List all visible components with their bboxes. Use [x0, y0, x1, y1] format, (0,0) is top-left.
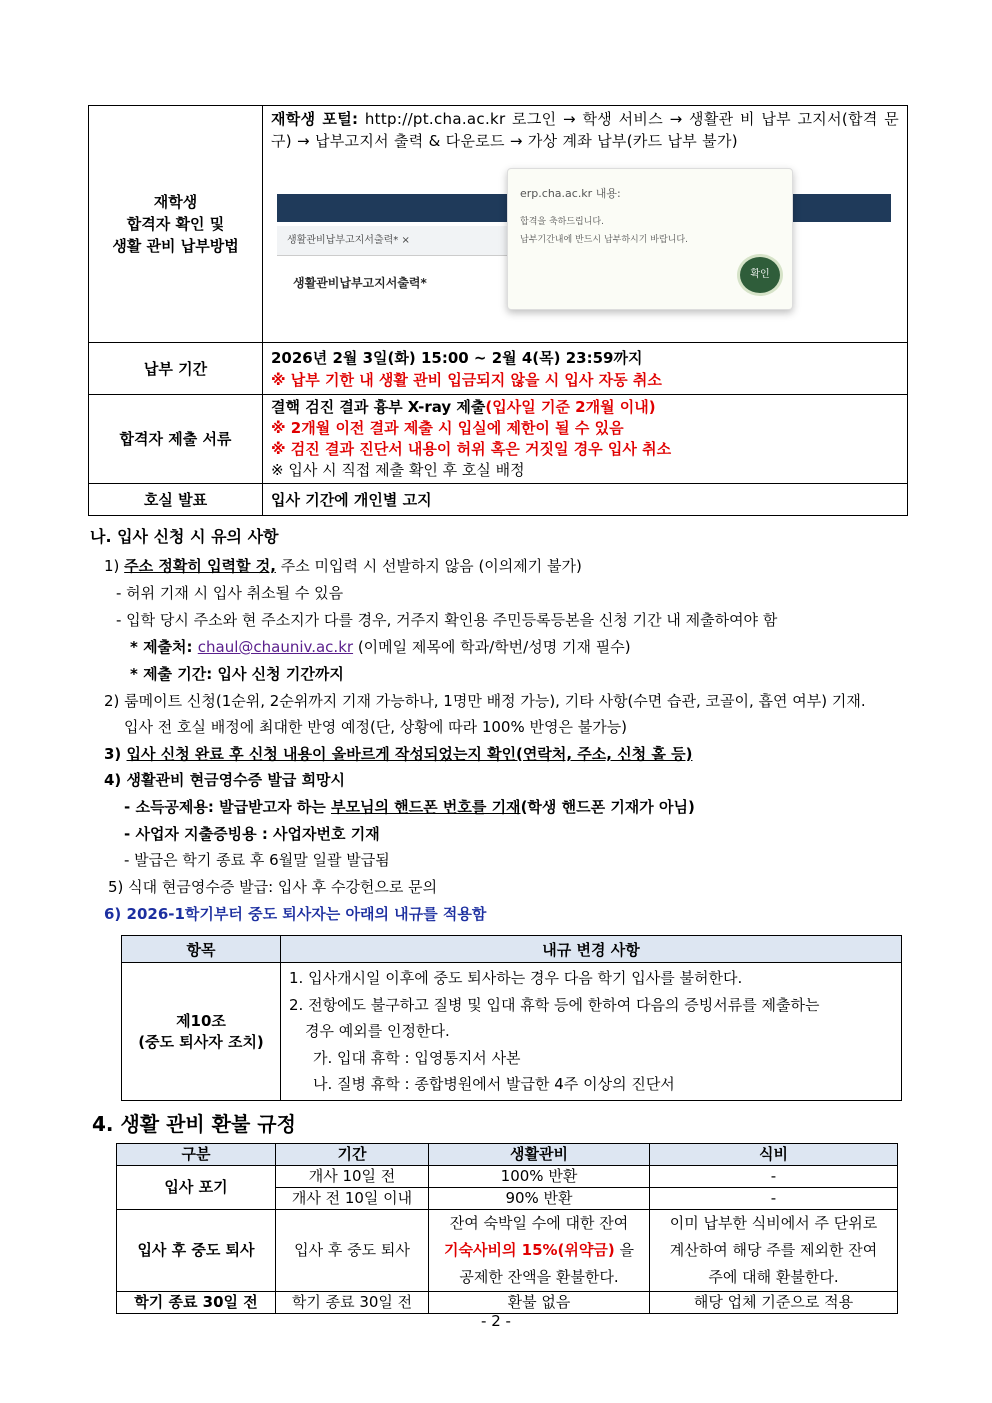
dialog-message: 합격을 축하드립니다.: [520, 217, 604, 227]
table-cell: 환불 없음: [429, 1292, 650, 1314]
rule-label-line: 제10조: [176, 1012, 226, 1031]
cell-text: 을: [614, 1241, 635, 1259]
list-item: 6) 2026-1학기부터 중도 퇴사자는 아래의 내규를 적용함: [104, 905, 487, 923]
list-item: [104, 743, 692, 765]
list-subitem: - 입학 당시 주소와 현 주소지가 다를 경우, 거주지 확인용 주민등록등본을 신청 기간 내 제출하여야 함: [116, 611, 778, 629]
item-text: - 소득공제용: 발급받고자 하는: [124, 798, 331, 816]
label-line: 합격자 확인 및: [126, 215, 225, 233]
list-item: [104, 555, 582, 577]
portal-label: 재학생 포털:: [271, 110, 359, 128]
rule-line: 경우 예외를 인정한다.: [305, 1022, 450, 1040]
portal-tab: 생활관비납부고지서출력* ×: [277, 226, 537, 256]
cell-line: 이미 납부한 식비에서 주 단위로: [669, 1214, 878, 1232]
table-cell: 개사 전 10일 이내: [276, 1188, 429, 1210]
item-number: 3): [104, 745, 127, 763]
cell-line: 잔여 숙박일 수에 대한 잔여: [449, 1214, 629, 1232]
cell-documents: [263, 395, 908, 484]
item-emphasis: 부모님의 핸드폰 번호를 기재: [331, 798, 521, 816]
rule-line: 1. 입사개시일 이후에 중도 퇴사하는 경우 다음 학기 입사를 불허한다.: [289, 969, 743, 987]
cell-label-payment-method: [89, 106, 263, 343]
documents-main: 결핵 검진 결과 흉부 X-ray 제출: [271, 398, 486, 416]
table-cell: 학기 종료 30일 전: [117, 1292, 276, 1314]
rule-line: 2. 전항에도 불구하고 질병 및 입대 휴학 등에 한하여 다음의 증빙서류를 제출하는: [289, 995, 820, 1014]
dialog-title: erp.cha.ac.kr 내용:: [520, 187, 621, 200]
list-item: 5) 식대 현금영수증 발급: 입사 후 수강헌으로 문의: [108, 878, 438, 896]
table-cell: -: [650, 1188, 898, 1210]
info-table: [88, 105, 908, 516]
list-item-continued: 입사 전 호실 배정에 최대한 반영 예정(단, 상황에 따라 100% 반영은 불가능): [124, 718, 628, 736]
list-subitem: - 사업자 지출증빙용 : 사업자번호 기재: [124, 825, 380, 843]
table-cell: 입사 후 중도 퇴사: [276, 1210, 429, 1292]
cell-line: 공제한 잔액을 환불한다.: [459, 1268, 619, 1286]
list-subitem: * 제출 기간: 입사 신청 기간까지: [130, 665, 344, 683]
table-cell: 개사 10일 전: [276, 1166, 429, 1188]
page-number: - 2 -: [481, 1312, 511, 1330]
portal-screenshot: [271, 160, 891, 320]
portal-steps: http://pt.cha.ac.kr 로그인 → 학생 서비스 → 생활관 비 납부 고지서(합격 문구) → 납부고지서 출력 & 다운로드 → 가상 계좌 납부(카드 납부 불가): [271, 110, 899, 150]
portal-subtitle: 생활관비납부고지서출력*: [293, 276, 427, 290]
item-emphasis: 주소 정확히 입력할 것,: [124, 557, 276, 575]
rule-label-line: (중도 퇴사자 조치): [138, 1033, 264, 1052]
table-header: 내규 변경 사항: [281, 936, 902, 963]
item-emphasis: 입사 신청 완료 후 신청 내용이 올바르게 작성되었는지 확인(연락처, 주소, 신청 홀 등): [126, 745, 693, 763]
list-subitem: - 발급은 학기 종료 후 6월말 일괄 발급됨: [124, 851, 390, 869]
cell-line: 계산하여 해당 주를 제외한 잔여: [669, 1241, 878, 1259]
cell-line: [433, 1237, 645, 1264]
list-item: 2) 룸메이트 신청(1순위, 2순위까지 기재 가능하나, 1명만 배정 가능), 기타 사항(수면 습관, 코골이, 흡연 여부) 기재.: [104, 692, 866, 710]
cell-period: [263, 343, 908, 395]
portal-instructions: [271, 108, 899, 152]
cell-label-room: 호실 발표: [89, 484, 263, 516]
table-header: 기간: [276, 1144, 429, 1166]
submit-email-link[interactable]: chaul@chauniv.ac.kr: [197, 638, 354, 656]
table-cell: 해당 업체 기준으로 적용: [650, 1292, 898, 1314]
table-cell: [429, 1210, 650, 1292]
rule-table: [121, 935, 902, 1101]
cell-label-documents: 합격자 제출 서류: [89, 395, 263, 484]
cell-line: 주에 대해 환불한다.: [708, 1268, 839, 1286]
item-number: 1): [104, 557, 125, 575]
payment-period: 2026년 2월 3일(화) 15:00 ~ 2월 4(목) 23:59까지: [271, 348, 643, 367]
documents-note: (입사일 기준 2개월 이내): [485, 398, 656, 416]
section-title: 나. 입사 신청 시 유의 사항: [90, 527, 279, 546]
table-header: 구분: [117, 1144, 276, 1166]
rule-body: [281, 963, 902, 1101]
rule-line: 가. 입대 휴학 : 입영통지서 사본: [313, 1048, 521, 1067]
refund-table: [116, 1143, 898, 1314]
table-cell: 입사 포기: [117, 1166, 276, 1210]
label-line: 재학생: [153, 193, 198, 211]
list-item: 4) 생활관비 현금영수증 발급 희망시: [104, 771, 346, 789]
dialog-ok-button: 확인: [740, 257, 780, 293]
table-cell: 입사 후 중도 퇴사: [117, 1210, 276, 1292]
list-subitem: [124, 796, 695, 818]
submit-label: * 제출처:: [130, 638, 198, 656]
cell-payment-method: [263, 106, 908, 343]
cell-room: 입사 기간에 개인별 고지: [263, 484, 908, 516]
dialog-message: 납부기간내에 반드시 납부하시기 바랍니다.: [520, 235, 688, 245]
label-line: 생활 관비 납부방법: [112, 237, 239, 255]
table-cell: 90% 반환: [429, 1188, 650, 1210]
table-cell: 학기 종료 30일 전: [276, 1292, 429, 1314]
penalty-text: 기숙사비의 15%(위약금): [443, 1241, 615, 1259]
table-header: 생활관비: [429, 1144, 650, 1166]
payment-warning: ※ 납부 기한 내 생활 관비 입금되지 않을 시 입사 자동 취소: [271, 370, 662, 389]
rule-line: 나. 질병 휴학 : 종합병원에서 발급한 4주 이상의 진단서: [313, 1075, 675, 1093]
item-text: (학생 핸드폰 기재가 아님): [520, 798, 695, 816]
item-text: 주소 미입력 시 선발하지 않음 (이의제기 불가): [275, 557, 582, 575]
documents-line: [271, 397, 899, 418]
table-header: 항목: [122, 936, 281, 963]
cell-label-period: 납부 기간: [89, 343, 263, 395]
alert-dialog: [507, 168, 793, 310]
documents-warning: ※ 검진 결과 진단서 내용이 허위 혹은 거짓일 경우 입사 취소: [271, 440, 672, 458]
table-cell: [650, 1210, 898, 1292]
table-cell: -: [650, 1166, 898, 1188]
table-cell: 100% 반환: [429, 1166, 650, 1188]
list-subitem: [130, 636, 631, 658]
submit-note: (이메일 제목에 학과/학번/성명 기재 필수): [353, 638, 631, 656]
rule-label: [122, 963, 281, 1101]
table-header: 식비: [650, 1144, 898, 1166]
documents-warning: ※ 2개월 이전 결과 제출 시 입실에 제한이 될 수 있음: [271, 419, 624, 437]
list-subitem: - 허위 기재 시 입사 취소될 수 있음: [116, 584, 344, 602]
documents-note: ※ 입사 시 직접 제출 확인 후 호실 배정: [271, 461, 525, 479]
section-heading: 4. 생활 관비 환불 규정: [92, 1112, 296, 1136]
